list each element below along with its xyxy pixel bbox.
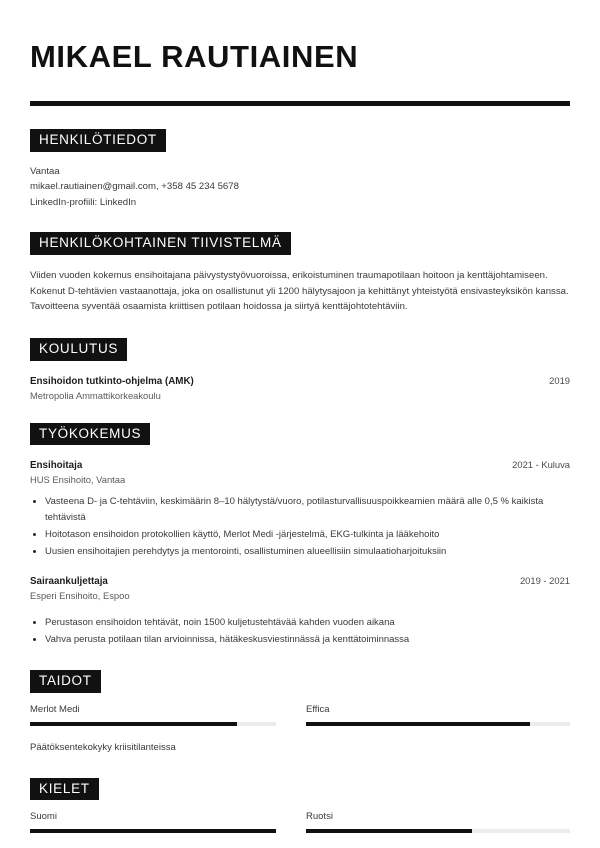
- contact-email-phone: mikael.rautiainen@gmail.com, +358 45 234 5678: [30, 181, 239, 193]
- header-divider: [30, 101, 570, 106]
- section-summary: [30, 232, 570, 315]
- languages-grid: [30, 800, 570, 833]
- language-item: [306, 811, 570, 833]
- list-item: Vahva perusta potilaan tilan arvioinnissa, hätäkeskusviestinnässä ja kenttätoiminnassa: [30, 632, 570, 647]
- section-personal-info: [30, 129, 570, 210]
- section-education: [30, 338, 570, 401]
- section-skills: [30, 670, 570, 760]
- skill-label: Merlot Medi: [30, 703, 80, 715]
- list-item: Vasteena D- ja C-tehtäviin, keskimäärin 8–10 hälytystä/vuoro, potilasturvallisuuspoikkeamien määrä alle 0,5 % kaikista tehtävistä: [30, 494, 570, 525]
- skills-grid: [30, 693, 570, 760]
- language-meter-fill: [30, 829, 276, 833]
- experience-title: Ensihoitaja: [30, 460, 83, 472]
- section-heading-experience: TYÖKOKEMUS: [30, 423, 150, 446]
- section-heading-personal-info: HENKILÖTIEDOT: [30, 129, 166, 152]
- experience-employer: HUS Ensihoito, Vantaa: [30, 474, 126, 486]
- skill-meter-track: [306, 722, 570, 726]
- skill-item: [30, 742, 276, 760]
- language-meter-fill: [306, 829, 472, 833]
- experience-title: Sairaankuljettaja: [30, 575, 108, 587]
- section-heading-skills: TAIDOT: [30, 670, 101, 693]
- skill-meter-fill: [30, 722, 237, 726]
- page-title: MIKAEL RAUTIAINEN: [30, 39, 359, 74]
- skill-item: [30, 704, 276, 726]
- list-item: Uusien ensihoitajien perehdytys ja mentorointi, osallistuminen alueellisiin simulaatioharjoituksiin: [30, 544, 570, 559]
- section-heading-education: KOULUTUS: [30, 338, 127, 361]
- experience-entry: [30, 575, 570, 648]
- education-title: Ensihoidon tutkinto-ohjelma (AMK): [30, 375, 194, 387]
- skill-meter-track: [30, 722, 276, 726]
- education-entry: [30, 375, 570, 401]
- experience-employer: Esperi Ensihoito, Espoo: [30, 589, 130, 601]
- skill-label: Effica: [306, 703, 330, 715]
- section-languages: [30, 778, 570, 834]
- language-label: Ruotsi: [306, 811, 333, 823]
- list-item: Perustason ensihoidon tehtävät, noin 1500 kuljetustehtävää kahden vuoden aikana: [30, 615, 570, 630]
- section-heading-languages: KIELET: [30, 778, 99, 801]
- education-institution: Metropolia Ammattikorkeakoulu: [30, 389, 161, 401]
- skill-item: [306, 704, 570, 726]
- language-meter-track: [30, 829, 276, 833]
- skill-item-empty: [306, 726, 570, 760]
- section-heading-summary: HENKILÖKOHTAINEN TIIVISTELMÄ: [30, 232, 291, 255]
- summary-text: Viiden vuoden kokemus ensihoitajana päivystystyövuoroissa, erikoistuminen traumapotilaan hoitoon ja kenttäjohtamiseen. Kokenut D-tehtävien vastaanottaja, joka on osallistunut yli 1200 hälytysajoon ja kehittänyt yhteistyötä ensivasteyksikön kanssa. Tavoitteena syventää osaamista kriittisen potilaan hoidossa ja siirtyä kenttäjohtotehtäviin.: [30, 269, 569, 313]
- education-date: 2019: [549, 374, 570, 386]
- experience-bullet-list: [30, 615, 570, 648]
- language-item: [30, 811, 276, 833]
- skill-meter-fill: [306, 722, 530, 726]
- contact-location: Vantaa: [30, 165, 60, 177]
- contact-linkedin: LinkedIn-profiili: LinkedIn: [30, 196, 137, 208]
- language-meter-track: [306, 829, 570, 833]
- list-item: Hoitotason ensihoidon protokollien käyttö, Merlot Medi -järjestelmä, EKG-tulkinta ja lääkehoito: [30, 527, 570, 542]
- skill-label: Päätöksentekokyky kriisitilanteissa: [30, 741, 176, 753]
- experience-date: 2021 - Kuluva: [512, 459, 570, 471]
- language-label: Suomi: [30, 811, 57, 823]
- section-experience: [30, 423, 570, 648]
- experience-entry: [30, 459, 570, 560]
- experience-bullet-list: [30, 494, 570, 560]
- experience-date: 2019 - 2021: [519, 574, 570, 586]
